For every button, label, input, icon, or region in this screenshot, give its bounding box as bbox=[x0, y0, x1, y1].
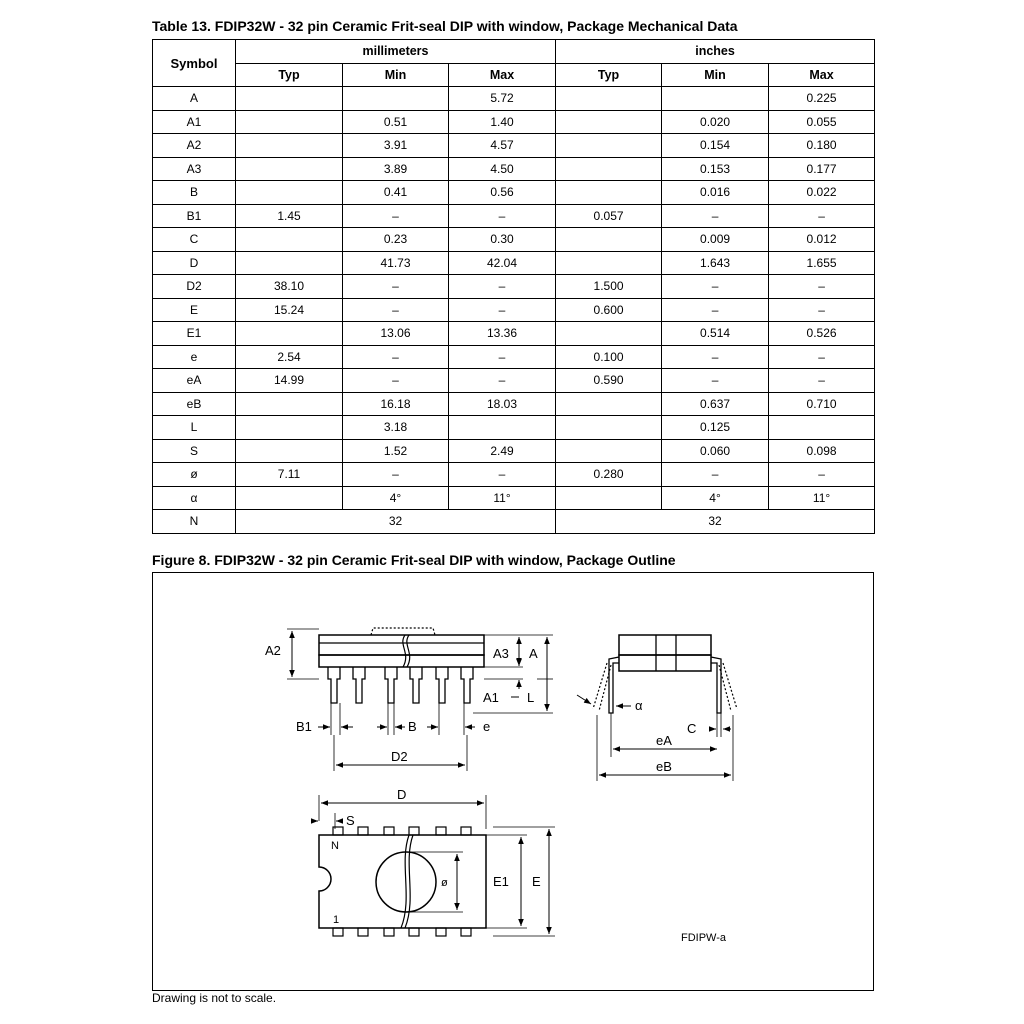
cell-in-max: 0.012 bbox=[769, 228, 875, 252]
inches-header: inches bbox=[556, 40, 875, 64]
cell-in-min: 4° bbox=[662, 486, 769, 510]
cell-mm-max: 1.40 bbox=[449, 110, 556, 134]
cell-in-min: 0.514 bbox=[662, 322, 769, 346]
cell-mm-min: – bbox=[343, 204, 449, 228]
table-row bbox=[153, 181, 875, 205]
cell-mm-typ bbox=[236, 110, 343, 134]
cell-mm-max: 18.03 bbox=[449, 392, 556, 416]
cell-in-max: 0.177 bbox=[769, 157, 875, 181]
cell-symbol: α bbox=[153, 486, 236, 510]
cell-mm-max: 11° bbox=[449, 486, 556, 510]
drawing-id: FDIPW-a bbox=[681, 932, 727, 944]
cell-symbol: B bbox=[153, 181, 236, 205]
label-e1: E1 bbox=[493, 874, 509, 889]
table-row bbox=[153, 228, 875, 252]
cell-in-min: 0.125 bbox=[662, 416, 769, 440]
cell-mm-typ bbox=[236, 181, 343, 205]
cell-mm-max: – bbox=[449, 275, 556, 299]
cell-mm-min: – bbox=[343, 275, 449, 299]
label-phi: ø bbox=[441, 877, 448, 889]
mechanical-data-table bbox=[152, 39, 875, 534]
cell-mm-max: – bbox=[449, 204, 556, 228]
cell-in-max: – bbox=[769, 204, 875, 228]
cell-mm-typ bbox=[236, 134, 343, 158]
cell-in-typ bbox=[556, 157, 662, 181]
cell-in-typ: 1.500 bbox=[556, 275, 662, 299]
cell-in-min bbox=[662, 87, 769, 111]
cell-mm-typ bbox=[236, 486, 343, 510]
table-row bbox=[153, 439, 875, 463]
cell-mm-min: 0.23 bbox=[343, 228, 449, 252]
label-eb: eB bbox=[656, 759, 672, 774]
table-row bbox=[153, 110, 875, 134]
cell-in-max: 0.098 bbox=[769, 439, 875, 463]
cell-mm-typ bbox=[236, 322, 343, 346]
cell-mm-min: 1.52 bbox=[343, 439, 449, 463]
cell-symbol: ø bbox=[153, 463, 236, 487]
table-row bbox=[153, 251, 875, 275]
cell-symbol: D bbox=[153, 251, 236, 275]
table-row bbox=[153, 369, 875, 393]
table-row bbox=[153, 392, 875, 416]
cell-mm-max: 0.56 bbox=[449, 181, 556, 205]
cell-mm-min: – bbox=[343, 463, 449, 487]
mm-max-header: Max bbox=[449, 63, 556, 87]
cell-in-typ: 0.600 bbox=[556, 298, 662, 322]
cell-in-max: 0.526 bbox=[769, 322, 875, 346]
mm-typ-header: Typ bbox=[236, 63, 343, 87]
table-row bbox=[153, 275, 875, 299]
cell-mm-min: 16.18 bbox=[343, 392, 449, 416]
cell-mm-min: 13.06 bbox=[343, 322, 449, 346]
cell-mm-min: – bbox=[343, 298, 449, 322]
in-min-header: Min bbox=[662, 63, 769, 87]
millimeters-header: millimeters bbox=[236, 40, 556, 64]
cell-in-min: – bbox=[662, 204, 769, 228]
cell-mm-min: 3.91 bbox=[343, 134, 449, 158]
cell-in-max: – bbox=[769, 463, 875, 487]
table-body bbox=[153, 87, 875, 534]
cell-symbol: eA bbox=[153, 369, 236, 393]
cell-symbol: N bbox=[153, 510, 236, 534]
cell-in-max bbox=[769, 416, 875, 440]
cell-in-typ bbox=[556, 392, 662, 416]
cell-in-max: – bbox=[769, 275, 875, 299]
cell-mm-max: 0.30 bbox=[449, 228, 556, 252]
cell-in-max: 11° bbox=[769, 486, 875, 510]
cell-in-max: 0.225 bbox=[769, 87, 875, 111]
cell-in-typ bbox=[556, 181, 662, 205]
cell-mm-min: 0.51 bbox=[343, 110, 449, 134]
label-e: E bbox=[532, 874, 541, 889]
cell-in-typ bbox=[556, 251, 662, 275]
figure-caption: Figure 8. FDIP32W - 32 pin Ceramic Frit-seal DIP with window, Package Outline bbox=[152, 552, 676, 568]
symbol-header: Symbol bbox=[153, 40, 236, 87]
cell-symbol: eB bbox=[153, 392, 236, 416]
cell-mm-max: – bbox=[449, 345, 556, 369]
table-row bbox=[153, 322, 875, 346]
package-outline-drawing bbox=[153, 573, 873, 990]
table-row bbox=[153, 345, 875, 369]
cell-in-typ bbox=[556, 439, 662, 463]
cell-symbol: A3 bbox=[153, 157, 236, 181]
table-row bbox=[153, 204, 875, 228]
cell-in-typ bbox=[556, 134, 662, 158]
cell-mm-min: 4° bbox=[343, 486, 449, 510]
cell-in-typ bbox=[556, 486, 662, 510]
mm-min-header: Min bbox=[343, 63, 449, 87]
cell-mm-typ bbox=[236, 87, 343, 111]
cell-in-min: 0.009 bbox=[662, 228, 769, 252]
cell-symbol: A1 bbox=[153, 110, 236, 134]
label-a: A bbox=[529, 646, 538, 661]
cell-mm-max: 5.72 bbox=[449, 87, 556, 111]
cell-mm-min: – bbox=[343, 345, 449, 369]
cell-symbol: D2 bbox=[153, 275, 236, 299]
table-row-n bbox=[153, 510, 875, 534]
cell-mm-typ: 7.11 bbox=[236, 463, 343, 487]
cell-mm-typ bbox=[236, 251, 343, 275]
cell-mm-max: – bbox=[449, 298, 556, 322]
in-typ-header: Typ bbox=[556, 63, 662, 87]
cell-mm-max: 4.57 bbox=[449, 134, 556, 158]
table-row bbox=[153, 463, 875, 487]
cell-mm-typ: 2.54 bbox=[236, 345, 343, 369]
cell-in-min: 0.020 bbox=[662, 110, 769, 134]
cell-in-min: – bbox=[662, 275, 769, 299]
label-e-pitch: e bbox=[483, 719, 491, 734]
cell-mm-max: 13.36 bbox=[449, 322, 556, 346]
cell-in-max: 0.055 bbox=[769, 110, 875, 134]
cell-mm-max: 2.49 bbox=[449, 439, 556, 463]
cell-mm-min: 3.18 bbox=[343, 416, 449, 440]
table-row bbox=[153, 298, 875, 322]
cell-mm-typ: 38.10 bbox=[236, 275, 343, 299]
cell-symbol: A bbox=[153, 87, 236, 111]
label-b: B bbox=[408, 719, 417, 734]
cell-in-typ bbox=[556, 416, 662, 440]
cell-in-min: 0.016 bbox=[662, 181, 769, 205]
cell-in-typ: 0.590 bbox=[556, 369, 662, 393]
cell-mm-typ: 15.24 bbox=[236, 298, 343, 322]
label-b1: B1 bbox=[296, 719, 312, 734]
cell-mm-max bbox=[449, 416, 556, 440]
cell-in-min: 1.643 bbox=[662, 251, 769, 275]
cell-in-value: 32 bbox=[556, 510, 875, 534]
table-row bbox=[153, 87, 875, 111]
cell-mm-value: 32 bbox=[236, 510, 556, 534]
cell-in-min: – bbox=[662, 298, 769, 322]
cell-symbol: B1 bbox=[153, 204, 236, 228]
cell-in-typ bbox=[556, 87, 662, 111]
cell-in-max: 0.710 bbox=[769, 392, 875, 416]
table-row bbox=[153, 486, 875, 510]
cell-in-max: 0.180 bbox=[769, 134, 875, 158]
cell-symbol: E bbox=[153, 298, 236, 322]
label-s: S bbox=[346, 813, 355, 828]
cell-mm-min: 0.41 bbox=[343, 181, 449, 205]
cell-mm-typ bbox=[236, 416, 343, 440]
package-outline-figure bbox=[152, 572, 874, 991]
cell-mm-min: 41.73 bbox=[343, 251, 449, 275]
cell-in-max: – bbox=[769, 298, 875, 322]
cell-in-max: 0.022 bbox=[769, 181, 875, 205]
cell-mm-min: 3.89 bbox=[343, 157, 449, 181]
cell-mm-typ bbox=[236, 157, 343, 181]
cell-mm-max: 42.04 bbox=[449, 251, 556, 275]
cell-in-max: 1.655 bbox=[769, 251, 875, 275]
cell-in-min: 0.154 bbox=[662, 134, 769, 158]
cell-symbol: A2 bbox=[153, 134, 236, 158]
cell-in-typ: 0.057 bbox=[556, 204, 662, 228]
table-row bbox=[153, 416, 875, 440]
label-c: C bbox=[687, 721, 697, 736]
label-pin-n: N bbox=[331, 840, 339, 852]
table-caption: Table 13. FDIP32W - 32 pin Ceramic Frit-seal DIP with window, Package Mechanical Data bbox=[152, 18, 738, 34]
label-d2: D2 bbox=[391, 749, 408, 764]
cell-in-typ bbox=[556, 228, 662, 252]
cell-in-max: – bbox=[769, 345, 875, 369]
cell-mm-typ: 14.99 bbox=[236, 369, 343, 393]
cell-symbol: S bbox=[153, 439, 236, 463]
cell-mm-max: 4.50 bbox=[449, 157, 556, 181]
label-l: L bbox=[527, 690, 535, 705]
cell-in-typ bbox=[556, 110, 662, 134]
cell-mm-min: – bbox=[343, 369, 449, 393]
label-a2: A2 bbox=[265, 643, 281, 658]
label-ea: eA bbox=[656, 733, 672, 748]
scale-note: Drawing is not to scale. bbox=[152, 991, 277, 1005]
cell-symbol: C bbox=[153, 228, 236, 252]
cell-mm-typ bbox=[236, 439, 343, 463]
cell-in-min: – bbox=[662, 345, 769, 369]
cell-mm-typ bbox=[236, 228, 343, 252]
label-pin-1: 1 bbox=[333, 914, 340, 926]
table-row bbox=[153, 157, 875, 181]
cell-in-min: 0.153 bbox=[662, 157, 769, 181]
cell-in-typ: 0.100 bbox=[556, 345, 662, 369]
cell-in-typ: 0.280 bbox=[556, 463, 662, 487]
cell-mm-typ bbox=[236, 392, 343, 416]
table-row bbox=[153, 134, 875, 158]
cell-in-typ bbox=[556, 322, 662, 346]
cell-in-max: – bbox=[769, 369, 875, 393]
cell-in-min: – bbox=[662, 369, 769, 393]
cell-mm-typ: 1.45 bbox=[236, 204, 343, 228]
cell-symbol: E1 bbox=[153, 322, 236, 346]
cell-symbol: e bbox=[153, 345, 236, 369]
cell-in-min: 0.060 bbox=[662, 439, 769, 463]
in-max-header: Max bbox=[769, 63, 875, 87]
cell-symbol: L bbox=[153, 416, 236, 440]
cell-in-min: 0.637 bbox=[662, 392, 769, 416]
cell-mm-min bbox=[343, 87, 449, 111]
label-alpha: α bbox=[635, 698, 643, 713]
label-a1: A1 bbox=[483, 690, 499, 705]
cell-mm-max: – bbox=[449, 463, 556, 487]
cell-mm-max: – bbox=[449, 369, 556, 393]
label-a3: A3 bbox=[493, 646, 509, 661]
side-view bbox=[287, 628, 553, 771]
cell-in-min: – bbox=[662, 463, 769, 487]
label-d: D bbox=[397, 787, 407, 802]
